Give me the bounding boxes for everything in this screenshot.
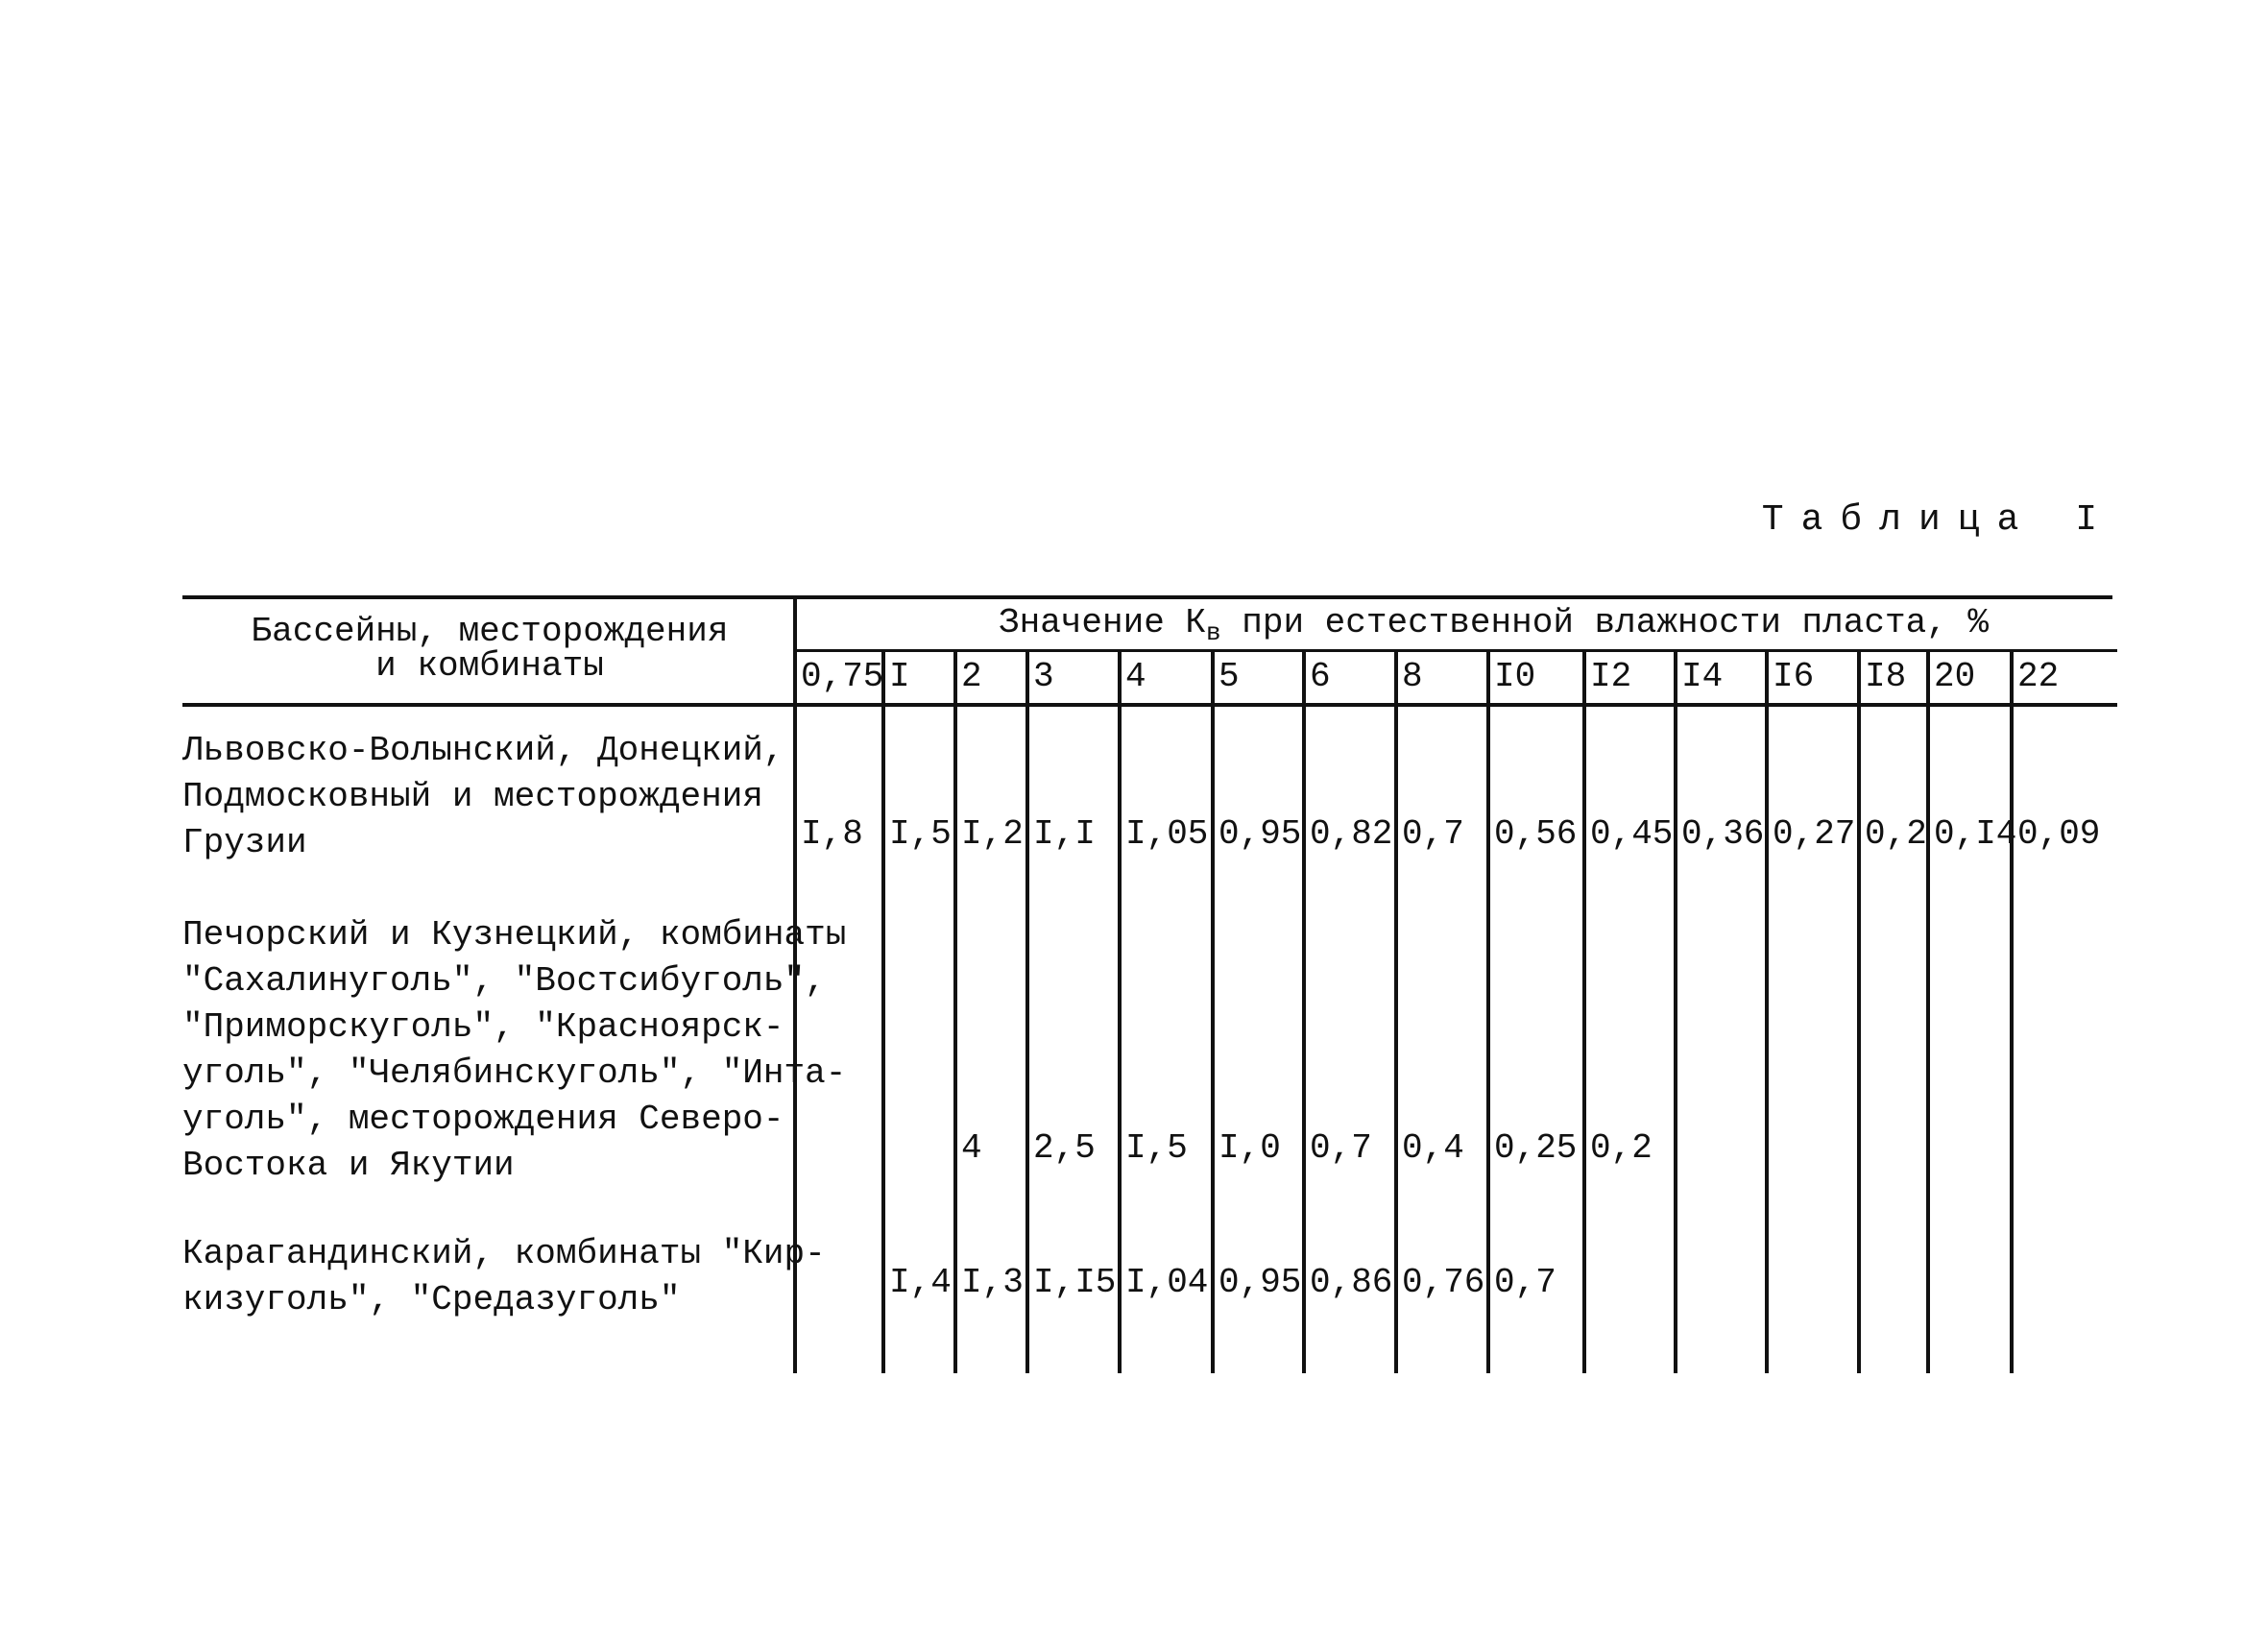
column-divider (1926, 651, 1930, 1373)
group-title-subscript: в (1206, 618, 1221, 648)
column-divider (1302, 651, 1306, 1373)
column-header: 8 (1402, 657, 1423, 696)
column-divider (1582, 651, 1586, 1373)
column-divider (1674, 651, 1677, 1373)
group-title-prefix: Значение К (999, 603, 1207, 642)
column-header: 5 (1218, 657, 1240, 696)
column-header: I8 (1865, 657, 1907, 696)
column-header: I0 (1494, 657, 1536, 696)
column-header: I (889, 657, 910, 696)
row-3-line-2: кизуголь", "Средазуголь" (182, 1280, 681, 1319)
table-cell: 0,2 (1865, 814, 1927, 854)
table-cell: 0,95 (1218, 814, 1302, 854)
table-cell: 4 (961, 1128, 982, 1168)
row-2-line-1: Печорский и Кузнецкий, комбинаты (182, 915, 847, 955)
table-cell: I,4 (889, 1263, 952, 1302)
column-divider (1765, 651, 1769, 1373)
column-header: 3 (1033, 657, 1054, 696)
column-divider (1211, 651, 1215, 1373)
row-header-label (182, 612, 797, 686)
column-header: I2 (1590, 657, 1632, 696)
top-rule (182, 595, 2112, 599)
column-divider (1025, 651, 1029, 1373)
table-cell: 2,5 (1033, 1128, 1096, 1168)
table-cell: 0,7 (1402, 814, 1464, 854)
column-divider (881, 651, 885, 1373)
column-divider (1857, 651, 1861, 1373)
table-cell: 0,2 (1590, 1128, 1653, 1168)
row-name-3 (182, 1231, 826, 1323)
table-cell: I,2 (961, 814, 1024, 854)
column-header: 20 (1934, 657, 1976, 696)
column-divider (1394, 651, 1398, 1373)
row-1-line-1: Львовско-Волынский, Донецкий, (182, 731, 784, 770)
table-cell: 0,36 (1681, 814, 1765, 854)
column-header: 22 (2017, 657, 2060, 696)
group-title-suffix: при естественной влажности пласта, % (1242, 603, 1989, 642)
column-header: I6 (1773, 657, 1815, 696)
row-header-line-1: Бассейны, месторождения (251, 612, 729, 651)
table-cell: 0,95 (1218, 1263, 1302, 1302)
row-2-line-5: уголь", месторождения Северо- (182, 1100, 784, 1139)
row-2-line-2: "Сахалинуголь", "Востсибуголь", (182, 961, 826, 1001)
table-cell: 0,7 (1310, 1128, 1372, 1168)
row-2-line-6: Востока и Якутии (182, 1146, 515, 1185)
table-cell: 0,09 (2017, 814, 2101, 854)
table-cell: 0,76 (1402, 1263, 1485, 1302)
header-bottom-rule (182, 703, 2117, 707)
table-cell: 0,45 (1590, 814, 1674, 854)
column-header: 6 (1310, 657, 1331, 696)
row-1-line-2: Подмосковный и месторождения (182, 777, 763, 816)
group-header-rule (797, 649, 2117, 652)
moisture-coefficient-table (182, 595, 2112, 1373)
column-divider (1118, 651, 1122, 1373)
column-divider (2010, 651, 2014, 1373)
table-cell: 0,7 (1494, 1263, 1556, 1302)
table-cell: 0,82 (1310, 814, 1393, 854)
table-cell: I,05 (1125, 814, 1209, 854)
table-cell: I,0 (1218, 1128, 1281, 1168)
table-cell: I,I5 (1033, 1263, 1117, 1302)
row-name-2 (182, 912, 847, 1189)
column-header: 2 (961, 657, 982, 696)
table-cell: 0,25 (1494, 1128, 1578, 1168)
row-1-line-3: Грузии (182, 823, 307, 862)
table-cell: 0,27 (1773, 814, 1856, 854)
column-header: I4 (1681, 657, 1724, 696)
row-3-line-1: Карагандинский, комбинаты "Кир- (182, 1234, 826, 1273)
group-header-title (999, 603, 1989, 647)
row-header-line-2: и комбинаты (375, 646, 604, 686)
row-2-line-4: уголь", "Челябинскуголь", "Инта- (182, 1053, 847, 1093)
table-caption: Таблица I (1761, 499, 2114, 541)
row-name-1 (182, 728, 797, 866)
table-cell: I,5 (1125, 1128, 1188, 1168)
column-header: 0,75 (801, 657, 884, 696)
table-cell: I,I (1033, 814, 1096, 854)
table-cell: 0,I4 (1934, 814, 2017, 854)
table-cell: 0,4 (1402, 1128, 1464, 1168)
table-cell: 0,56 (1494, 814, 1578, 854)
table-cell: I,5 (889, 814, 952, 854)
table-cell: I,3 (961, 1263, 1024, 1302)
table-cell: 0,86 (1310, 1263, 1393, 1302)
table-cell: I,04 (1125, 1263, 1209, 1302)
row-2-line-3: "Приморскуголь", "Красноярск- (182, 1007, 784, 1047)
column-divider (1486, 651, 1490, 1373)
column-header: 4 (1125, 657, 1146, 696)
table-cell: I,8 (801, 814, 863, 854)
column-divider (953, 651, 957, 1373)
